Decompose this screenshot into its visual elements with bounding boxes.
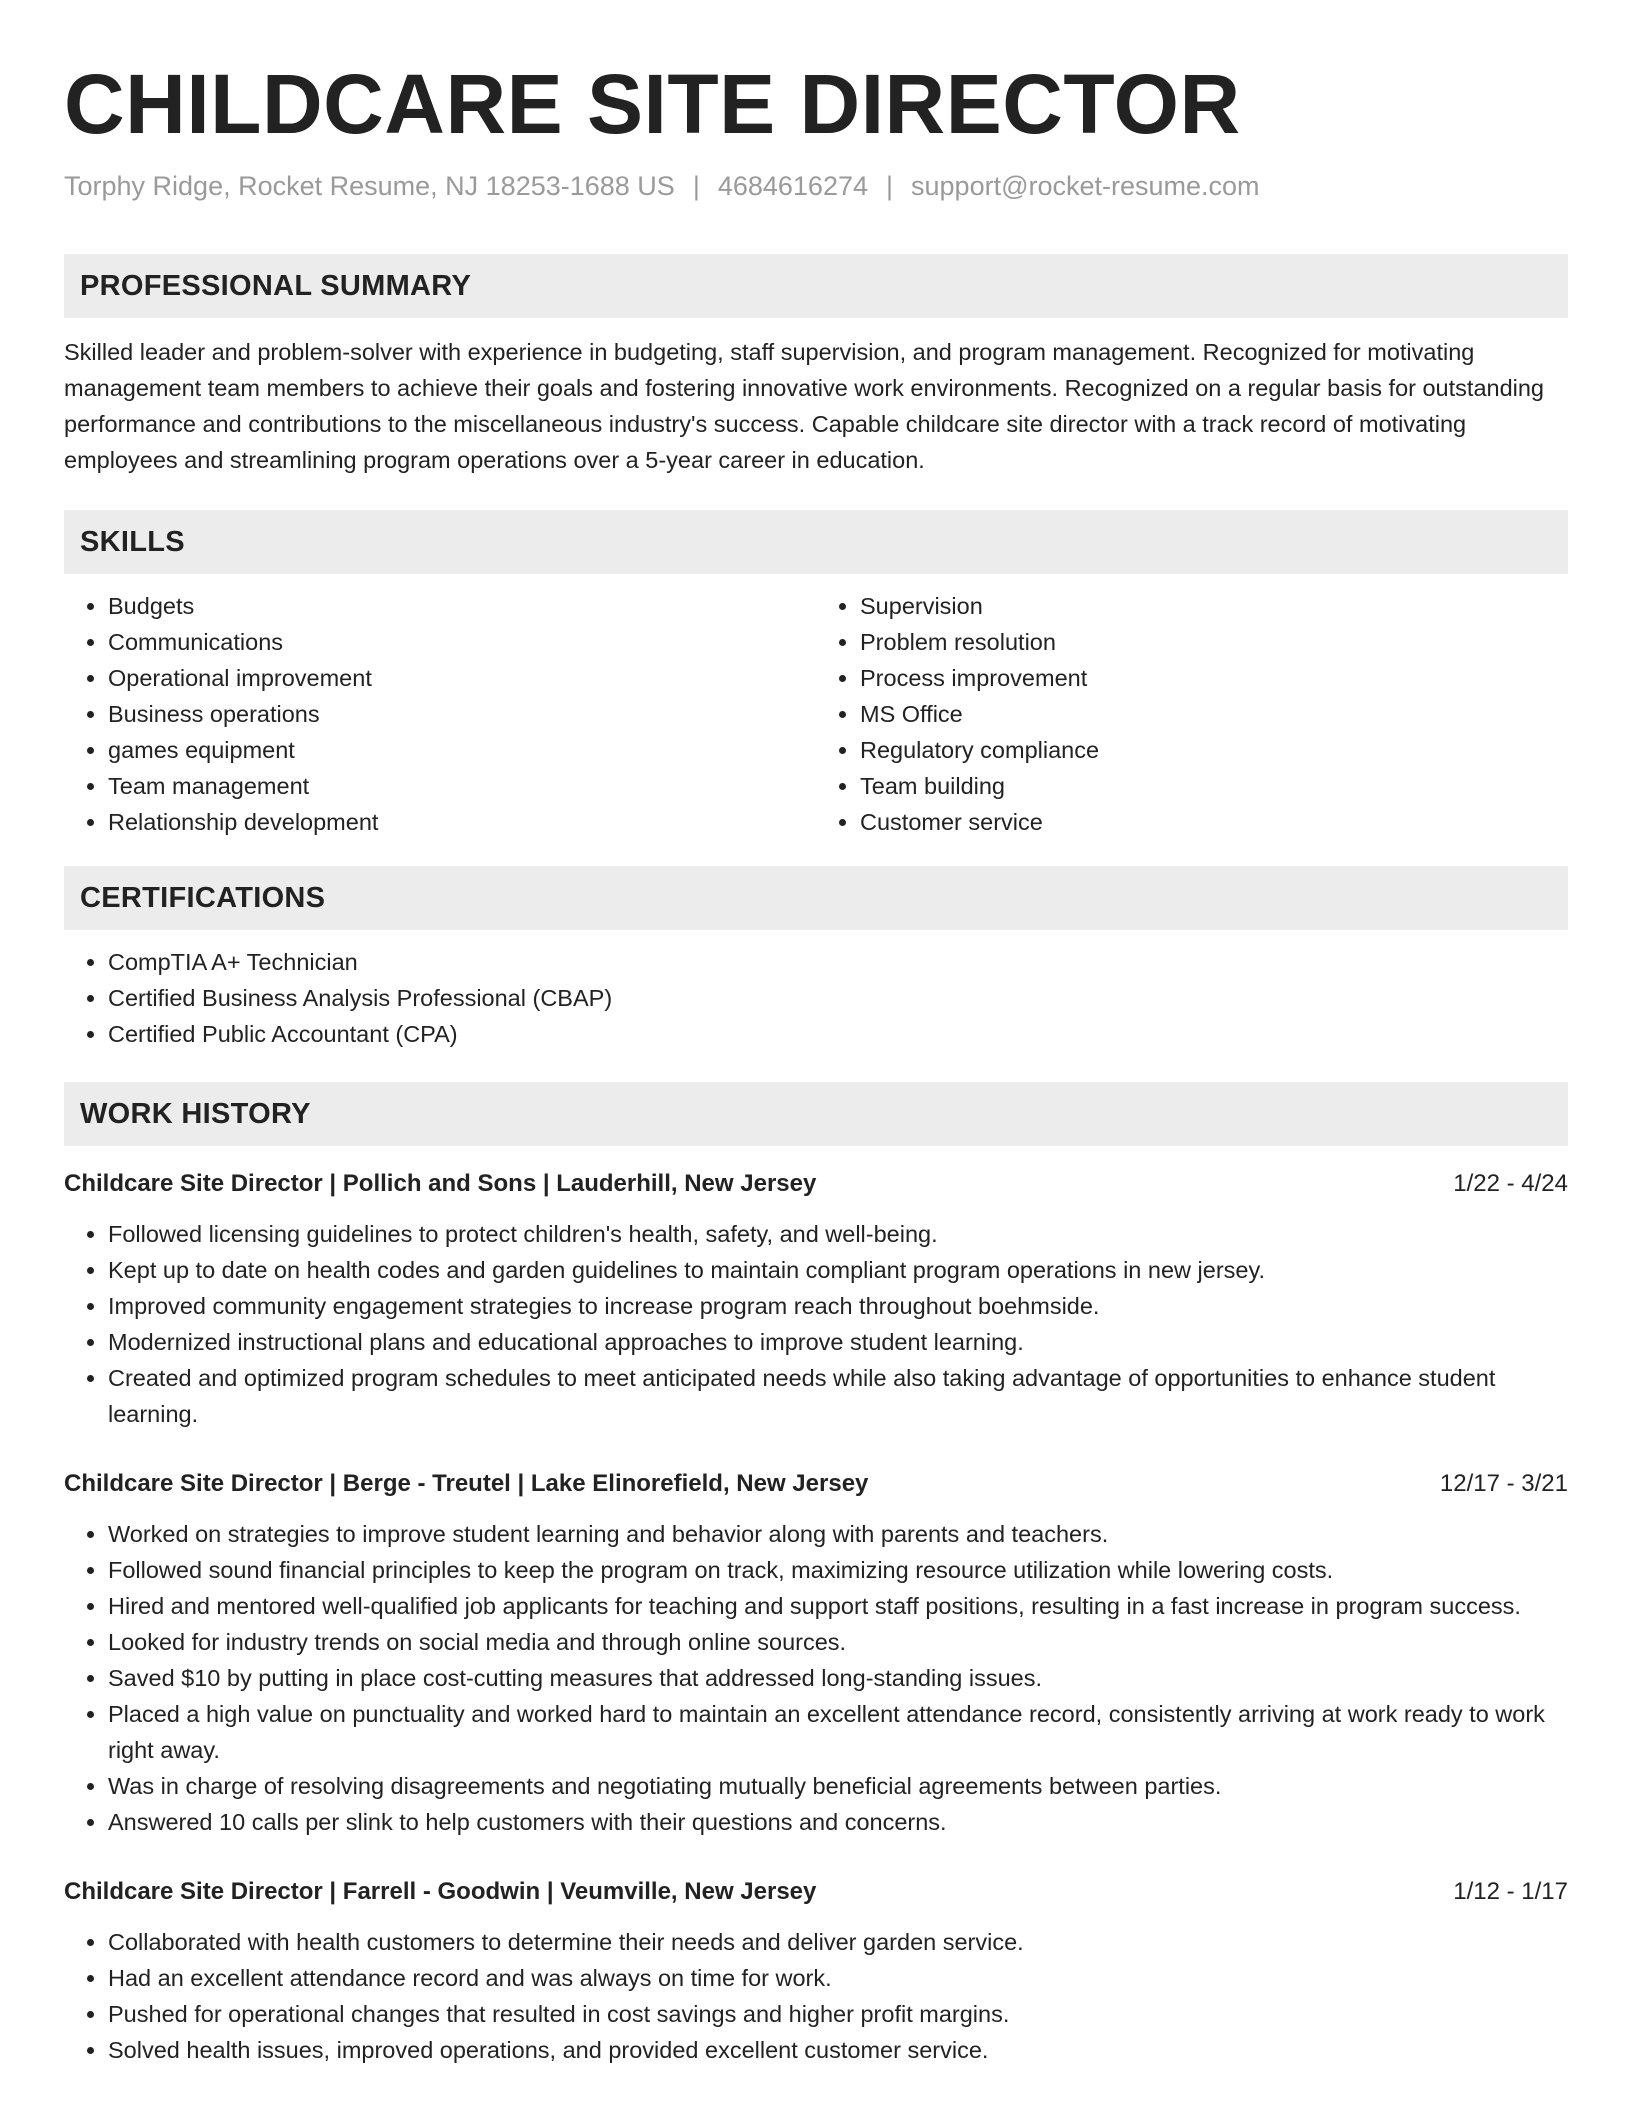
job-bullet: • Worked on strategies to improve student learning and behavior along with parents and teachers. [108,1516,1568,1552]
resume-page [64,58,1568,2068]
certification-item: • Certified Public Accountant (CPA) [108,1016,1568,1052]
skill-item: • Relationship development [108,804,816,840]
job-dates: 12/17 - 3/21 [1439,1470,1568,1497]
skill-item: • MS Office [860,696,1568,732]
contact-address: Torphy Ridge, Rocket Resume, NJ 18253-1688 US [64,171,675,201]
work-history-heading: WORK HISTORY [64,1082,1568,1146]
job-bullet: • Placed a high value on punctuality and worked hard to maintain an excellent attendance record, consistently arriving at work ready to work right away. [108,1696,1568,1768]
skills-list-left [64,588,816,840]
skill-item: • Regulatory compliance [860,732,1568,768]
summary-heading: PROFESSIONAL SUMMARY [64,254,1568,318]
contact-line [64,168,1568,204]
skill-item: • Operational improvement [108,660,816,696]
job-dates: 1/12 - 1/17 [1453,1878,1568,1905]
job-bullet: • Solved health issues, improved operations, and provided excellent customer service. [108,2032,1568,2068]
summary-text: Skilled leader and problem-solver with experience in budgeting, staff supervision, and program management. Recognized for motivating management team members to achieve their goals and fostering innovative work environments. Recognized on a regular basis for outstanding performance and contributions to the miscellaneous industry's success. Capable childcare site director with a track record of motivating employees and streamlining program operations over a 5-year career in education. [64,339,1545,473]
contact-email: support@rocket-resume.com [911,171,1260,201]
contact-phone: 4684616274 [717,171,868,201]
skill-item: • games equipment [108,732,816,768]
job-bullet: • Followed sound financial principles to keep the program on track, maximizing resource utilization while lowering costs. [108,1552,1568,1588]
skills-columns [64,588,1568,840]
job-bullet: • Kept up to date on health codes and garden guidelines to maintain compliant program operations in new jersey. [108,1252,1568,1288]
job-bullets [64,1216,1568,1432]
job-bullet: • Improved community engagement strategies to increase program reach throughout boehmside. [108,1288,1568,1324]
job-bullet: • Followed licensing guidelines to protect children's health, safety, and well-being. [108,1216,1568,1252]
job-bullet: • Looked for industry trends on social media and through online sources. [108,1624,1568,1660]
job-bullet: • Pushed for operational changes that resulted in cost savings and higher profit margins. [108,1996,1568,2032]
job-bullet: • Saved $10 by putting in place cost-cutting measures that addressed long-standing issues. [108,1660,1568,1696]
resume-title: CHILDCARE SITE DIRECTOR [64,57,1241,151]
job-title-row [64,1874,1568,1910]
certification-item: • Certified Business Analysis Professional (CBAP) [108,980,1568,1016]
skill-item: • Business operations [108,696,816,732]
skill-item: • Team building [860,768,1568,804]
job-entry [64,1874,1568,2068]
job-title: Childcare Site Director | Farrell - Goodwin | Veumville, New Jersey [64,1878,817,1905]
skill-item: • Supervision [860,588,1568,624]
skill-item: • Team management [108,768,816,804]
certifications-heading: CERTIFICATIONS [64,866,1568,930]
job-bullet: • Was in charge of resolving disagreements and negotiating mutually beneficial agreements between parties. [108,1768,1568,1804]
contact-separator: | [886,171,894,201]
skill-item: • Process improvement [860,660,1568,696]
skill-item: • Budgets [108,588,816,624]
job-entry [64,1466,1568,1840]
contact-separator: | [692,171,700,201]
job-title-row [64,1166,1568,1202]
job-bullet: • Collaborated with health customers to determine their needs and deliver garden service. [108,1924,1568,1960]
skill-item: • Problem resolution [860,624,1568,660]
skill-item: • Communications [108,624,816,660]
job-bullets [64,1924,1568,2068]
job-bullet: • Modernized instructional plans and educational approaches to improve student learning. [108,1324,1568,1360]
job-title: Childcare Site Director | Berge - Treutel | Lake Elinorefield, New Jersey [64,1470,869,1497]
job-bullet: • Answered 10 calls per slink to help customers with their questions and concerns. [108,1804,1568,1840]
skills-heading: SKILLS [64,510,1568,574]
skill-item: • Customer service [860,804,1568,840]
job-title-row [64,1466,1568,1502]
certifications-list [64,944,1568,1052]
certification-item: • CompTIA A+ Technician [108,944,1568,980]
job-bullet: • Had an excellent attendance record and was always on time for work. [108,1960,1568,1996]
job-bullet: • Created and optimized program schedules to meet anticipated needs while also taking advantage of opportunities to enhance student learning. [108,1360,1568,1432]
job-title: Childcare Site Director | Pollich and Sons | Lauderhill, New Jersey [64,1170,817,1197]
job-bullets [64,1516,1568,1840]
job-dates: 1/22 - 4/24 [1453,1170,1568,1197]
job-bullet: • Hired and mentored well-qualified job applicants for teaching and support staff positions, resulting in a fast increase in program success. [108,1588,1568,1624]
job-entry [64,1166,1568,1432]
skills-list-right [816,588,1568,840]
